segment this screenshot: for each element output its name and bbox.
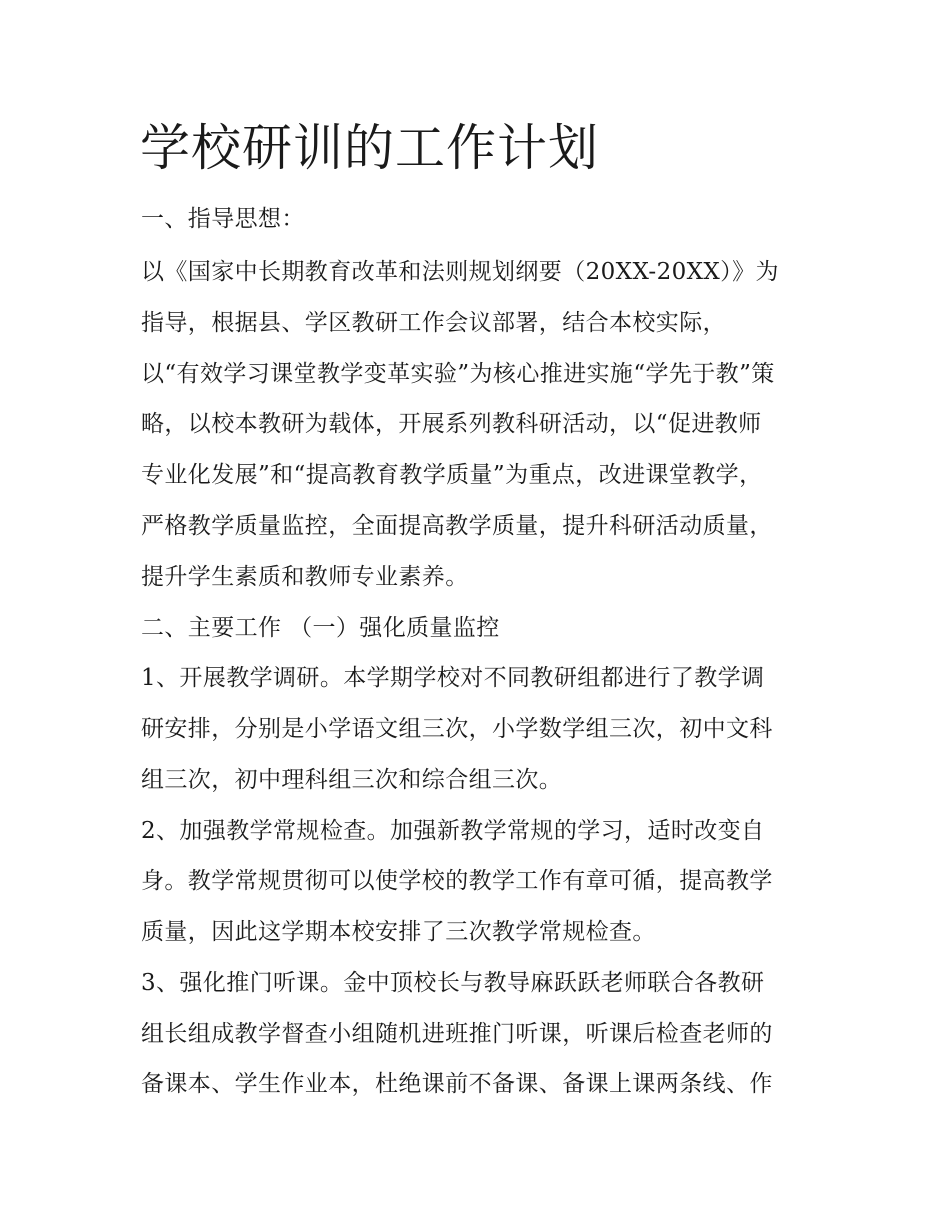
paragraph-line: 2、加强教学常规检查。加强新教学常规的学习，适时改变自 (141, 818, 765, 844)
paragraph-line: 身。教学常规贯彻可以使学校的教学工作有章可循，提高教学 (141, 868, 773, 894)
paragraph-line: 以“有效学习课堂教学变革实验”为核心推进实施“学先于教”策 (141, 361, 775, 387)
paragraph-line: 备课本、学生作业本，杜绝课前不备课、备课上课两条线、作 (141, 1071, 773, 1097)
paragraph-line: 略，以校本教研为载体，开展系列教科研活动，以“促进教师 (141, 411, 762, 437)
paragraph-line: 专业化发展”和“提高教育教学质量”为重点，改进课堂教学， (141, 462, 763, 488)
paragraph-line: 组三次，初中理科组三次和综合组三次。 (141, 767, 563, 793)
paragraph-line: 组长组成教学督查小组随机进班推门听课，听课后检查老师的 (141, 1021, 773, 1047)
section-heading-main-work: 二、主要工作 （一）强化质量监控 (141, 615, 500, 641)
paragraph-line: 质量，因此这学期本校安排了三次教学常规检查。 (141, 919, 656, 945)
paragraph-line: 研安排，分别是小学语文组三次，小学数学组三次，初中文科 (141, 716, 773, 742)
paragraph-line: 3、强化推门听课。金中顶校长与教导麻跃跃老师联合各教研 (141, 970, 765, 996)
paragraph-line: 指导，根据县、学区教研工作会议部署，结合本校实际， (141, 310, 726, 336)
document-title: 学校研训的工作计划 (140, 119, 599, 177)
paragraph-line: 以《国家中长期教育改革和法则规划纲要（20XX-20XX）》为 (141, 259, 779, 285)
paragraph-line: 1、开展教学调研。本学期学校对不同教研组都进行了教学调 (141, 665, 765, 691)
paragraph-line: 严格教学质量监控，全面提高教学质量，提升科研活动质量， (141, 513, 773, 539)
paragraph-line: 提升学生素质和教师专业素养。 (141, 564, 469, 590)
section-heading-guiding-thought: 一、指导思想： (141, 206, 305, 232)
